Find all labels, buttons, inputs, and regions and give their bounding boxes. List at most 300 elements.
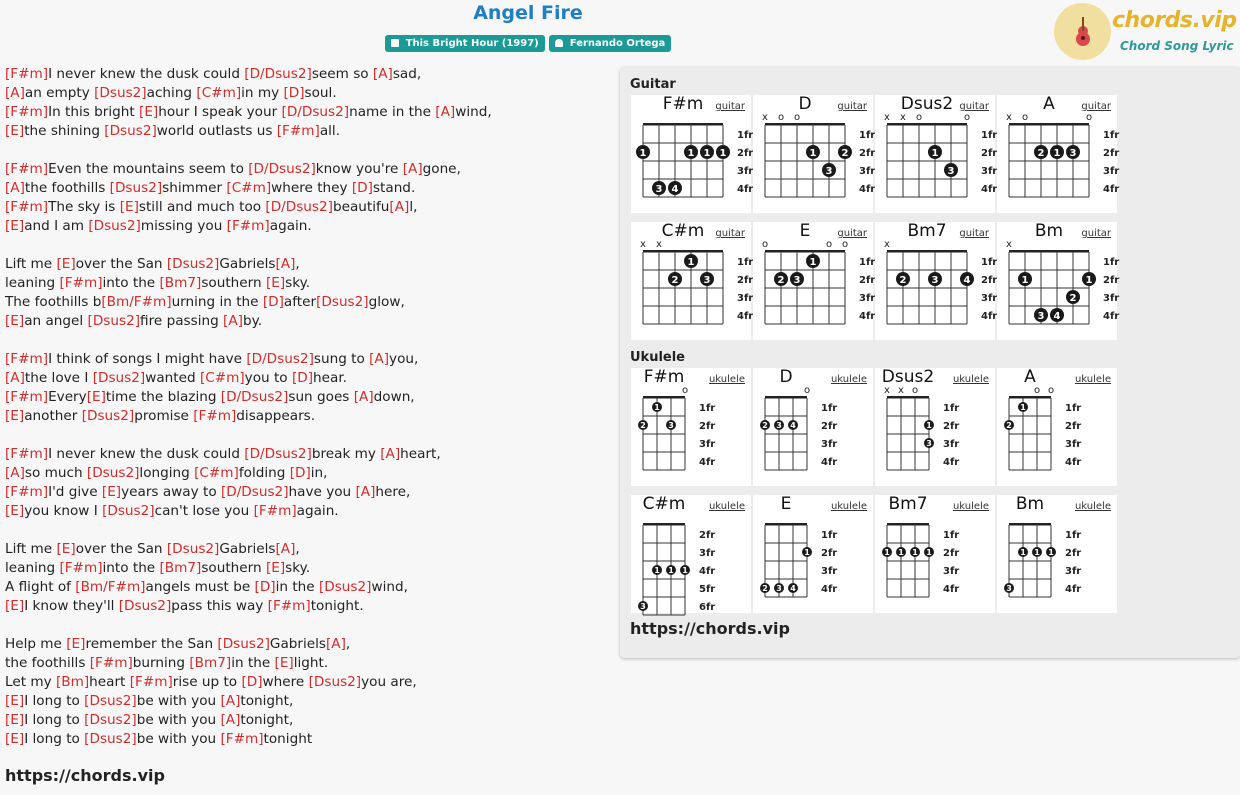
lyric-text: light.	[293, 655, 329, 671]
chord-link[interactable]: [A]	[5, 180, 25, 196]
chord-link[interactable]: [E]	[66, 636, 86, 652]
chord-link[interactable]: [F#m]	[5, 389, 49, 405]
chord-link[interactable]: [E]	[56, 541, 76, 557]
finger-number: 2	[1069, 293, 1077, 304]
lyric-text: wind,	[371, 579, 408, 595]
nut	[765, 123, 845, 126]
chord-link[interactable]: [E]	[5, 408, 25, 424]
instrument-link[interactable]: ukulele	[1074, 501, 1111, 512]
fret-label: 3fr	[699, 439, 716, 450]
lyric-line	[5, 255, 605, 274]
chord-link[interactable]: [Dsus2]	[102, 503, 155, 519]
chord-link[interactable]: [A]	[275, 256, 296, 272]
lyric-text: tonight,	[240, 712, 294, 728]
chord-link[interactable]: [Dsus2]	[166, 256, 220, 272]
fret-label: 4fr	[737, 184, 754, 195]
instrument-link[interactable]: guitar	[1081, 101, 1111, 112]
lyric-text: rise up to	[172, 674, 242, 690]
instrument-link[interactable]: guitar	[837, 228, 867, 239]
guitar-chord-card[interactable]	[631, 94, 754, 213]
lyric-text: burning	[132, 655, 190, 671]
lyric-text: tonight.	[310, 598, 364, 614]
chord-link[interactable]: [D]	[254, 579, 276, 595]
guitar-chord-card[interactable]	[753, 94, 876, 213]
instrument-link[interactable]: ukulele	[708, 501, 745, 512]
fret-label: 2fr	[859, 148, 876, 159]
brand-tagline: Chord Song Lyric	[1120, 39, 1234, 53]
chord-link[interactable]: [D/Dsus2]	[220, 389, 289, 405]
stanza-gap	[5, 236, 605, 255]
mute-marker: x	[898, 385, 904, 396]
ukulele-chord-card[interactable]	[753, 368, 873, 486]
chord-link[interactable]: [Dsus2]	[84, 693, 137, 709]
chord-link[interactable]: [Dsus2]	[166, 541, 220, 557]
fret-label: 1fr	[737, 130, 754, 141]
mute-marker: x	[884, 385, 890, 396]
chord-link[interactable]: [Dsus2]	[318, 579, 372, 595]
chord-link[interactable]: [E]	[265, 560, 286, 576]
chord-link[interactable]: [A]	[353, 389, 374, 405]
fret-label: 2fr	[943, 548, 960, 559]
ukulele-chord-card[interactable]	[631, 495, 751, 613]
lyric-line	[5, 711, 605, 730]
fret-label: 1fr	[821, 530, 838, 541]
open-marker: o	[777, 112, 785, 123]
nut	[887, 123, 967, 126]
book-icon	[391, 39, 399, 47]
lyric-text: in the	[231, 655, 275, 671]
chord-link[interactable]: [Dsus2]	[81, 408, 135, 424]
chord-link[interactable]: [E]	[265, 275, 286, 291]
finger-number: 1	[1034, 548, 1040, 557]
chord-link[interactable]: [F#m]	[5, 161, 49, 177]
fret-label: 3fr	[699, 548, 716, 559]
guitar-chord-card[interactable]	[753, 221, 876, 340]
chord-link[interactable]: [Dsus2]	[84, 712, 137, 728]
chord-link[interactable]: [Bm]	[55, 674, 90, 690]
finger-number: 4	[671, 184, 679, 195]
chord-link[interactable]: [E]	[101, 484, 122, 500]
lyric-text: Let my	[5, 674, 56, 690]
chord-link[interactable]: [A]	[5, 85, 25, 101]
fret-label: 3fr	[1065, 566, 1082, 577]
lyrics-footer-url[interactable]: https://chords.vip	[5, 766, 165, 785]
fret-label: 3fr	[859, 293, 876, 304]
fret-label: 4fr	[821, 584, 838, 595]
fret-label: 1fr	[943, 403, 960, 414]
chord-link[interactable]: [F#m]	[5, 446, 49, 462]
finger-number: 1	[931, 148, 939, 159]
ukulele-chord-card[interactable]	[631, 368, 751, 486]
chord-link[interactable]: [F#m]	[5, 351, 49, 367]
chord-link[interactable]: [F#m]	[267, 598, 311, 614]
lyric-text: into the	[102, 560, 160, 576]
chord-link[interactable]: [A]	[275, 541, 296, 557]
lyric-text: know you're	[315, 161, 403, 177]
open-marker: o	[915, 112, 923, 123]
lyric-text: where	[262, 674, 309, 690]
lyric-text: be with you	[136, 731, 221, 747]
instrument-link[interactable]: guitar	[959, 228, 989, 239]
lyric-text: I'd give	[48, 484, 102, 500]
lyric-text: disappears.	[236, 408, 316, 424]
instrument-link[interactable]: ukulele	[830, 501, 867, 512]
chord-link[interactable]: [F#m]	[5, 104, 49, 120]
ukulele-chord-card[interactable]	[875, 495, 995, 613]
instrument-link[interactable]: ukulele	[830, 374, 867, 385]
chord-link[interactable]: [E]	[56, 256, 76, 272]
chord-link[interactable]: [D/Dsus2]	[244, 66, 312, 82]
chord-link[interactable]: [D]	[351, 180, 373, 196]
chord-link[interactable]: [A]	[223, 313, 243, 329]
fret-label: 2fr	[737, 148, 754, 159]
instrument-link[interactable]: guitar	[837, 101, 867, 112]
chord-link[interactable]: [F#m]	[89, 655, 133, 671]
fret-label: 4fr	[943, 457, 960, 468]
finger-number: 3	[776, 584, 782, 593]
chord-link[interactable]: [Dsus2]	[316, 294, 369, 310]
lyric-line	[5, 84, 605, 103]
chord-link[interactable]: [Dsus2]	[84, 731, 137, 747]
chord-link[interactable]: [D/Dsus2]	[246, 351, 314, 367]
finger-number: 1	[682, 566, 688, 575]
lyric-text: sky.	[285, 560, 311, 576]
chord-link[interactable]: [F#m]	[129, 674, 173, 690]
lyric-text: aching	[146, 85, 197, 101]
fret-label: 1fr	[1065, 530, 1082, 541]
chord-link[interactable]: [Dsus2]	[88, 218, 141, 234]
lyric-text: hour I speak your	[158, 104, 282, 120]
lyric-text: down,	[373, 389, 415, 405]
finger-number: 1	[1048, 548, 1054, 557]
chord-link[interactable]: [Dsus2]	[308, 674, 362, 690]
lyric-line	[5, 217, 605, 236]
chord-link[interactable]: [F#m]	[193, 408, 237, 424]
chord-link[interactable]: [E]	[86, 389, 106, 405]
chord-link[interactable]: [Dsus2]	[86, 465, 140, 481]
instrument-link[interactable]: ukulele	[952, 501, 989, 512]
fret-label: 4fr	[981, 311, 998, 322]
chord-link[interactable]: [A]	[372, 66, 393, 82]
finger-number: 1	[668, 566, 674, 575]
chord-link[interactable]: [C#m]	[226, 180, 272, 196]
lyric-text: southern	[201, 560, 266, 576]
fret-label: 3fr	[1065, 439, 1082, 450]
finger-number: 1	[898, 548, 904, 557]
chord-link[interactable]: [E]	[119, 199, 139, 215]
lyric-text: the shining	[24, 123, 105, 139]
chord-link[interactable]: [Dsus2]	[92, 370, 146, 386]
chord-link[interactable]: [A]	[435, 104, 456, 120]
chord-link[interactable]: [Bm7]	[159, 275, 202, 291]
chord-name: Bm	[1034, 221, 1064, 241]
fret-label: 4fr	[1103, 184, 1120, 195]
chord-link[interactable]: [A]	[5, 370, 25, 386]
lyric-line	[5, 350, 605, 369]
chord-link[interactable]: [F#m]	[253, 503, 297, 519]
lyric-text: I know they'll	[24, 598, 119, 614]
artist-label: Fernando Ortega	[569, 38, 666, 49]
ukulele-chord-card[interactable]	[875, 368, 995, 486]
finger-number: 1	[1053, 148, 1061, 159]
nut	[1009, 396, 1051, 399]
lyric-text: have you	[288, 484, 356, 500]
ukulele-chord-card[interactable]	[753, 495, 873, 613]
chord-link[interactable]: [E]	[5, 503, 25, 519]
lyric-line	[5, 730, 605, 749]
finger-number: 3	[1069, 148, 1077, 159]
chord-link[interactable]: [Dsus2]	[217, 636, 270, 652]
chord-link[interactable]: [E]	[5, 712, 25, 728]
chord-link[interactable]: [D]	[262, 294, 284, 310]
chord-link[interactable]: [E]	[5, 598, 25, 614]
finger-number: 1	[926, 421, 932, 430]
lyric-text: The sky is	[48, 199, 120, 215]
finger-number: 4	[963, 275, 971, 286]
finger-number: 1	[654, 403, 660, 412]
chord-link[interactable]: [F#m]	[226, 218, 270, 234]
chord-link[interactable]: [E]	[5, 693, 25, 709]
chord-link[interactable]: [E]	[139, 104, 159, 120]
lyric-text: by.	[242, 313, 263, 329]
finger-number: 2	[1006, 421, 1012, 430]
lyric-text: still and much too	[138, 199, 266, 215]
fret-label: 1fr	[981, 130, 998, 141]
chord-name: Bm7	[888, 494, 928, 514]
chord-link[interactable]: [Dsus2]	[109, 180, 163, 196]
lyric-text: sung to	[313, 351, 370, 367]
open-marker: o	[1085, 112, 1093, 123]
lyric-text: name in the	[349, 104, 436, 120]
chord-link[interactable]: [Bm7]	[189, 655, 232, 671]
chord-link[interactable]: [E]	[5, 218, 25, 234]
guitar-chord-card[interactable]	[997, 94, 1120, 213]
finger-number: 3	[926, 439, 932, 448]
lyric-line	[5, 369, 605, 388]
fret-label: 3fr	[943, 566, 960, 577]
fret-label: 4fr	[859, 184, 876, 195]
lyric-text: I long to	[24, 712, 85, 728]
lyric-text: world outlasts us	[156, 123, 277, 139]
chord-link[interactable]: [F#m]	[276, 123, 320, 139]
finger-number: 1	[809, 257, 817, 268]
chord-link[interactable]: [C#m]	[196, 85, 242, 101]
album-badge[interactable]	[385, 35, 545, 52]
chord-link[interactable]: [E]	[5, 731, 25, 747]
lyric-text: the love I	[24, 370, 93, 386]
fret-label: 2fr	[1065, 548, 1082, 559]
open-marker: o	[1047, 385, 1055, 396]
chord-link[interactable]: [A]	[326, 636, 346, 652]
chord-link[interactable]: [A]	[369, 351, 390, 367]
lyric-text: tonight	[263, 731, 313, 747]
chord-link[interactable]: [A]	[220, 712, 241, 728]
fret-label: 3fr	[943, 439, 960, 450]
lyric-text: an empty	[24, 85, 95, 101]
nut	[643, 123, 723, 126]
fret-label: 1fr	[1103, 257, 1120, 268]
chord-link[interactable]: [Dsus2]	[118, 598, 172, 614]
chord-link[interactable]: [D/Dsus2]	[265, 199, 333, 215]
fret-label: 2fr	[699, 530, 716, 541]
lyric-text: years away to	[121, 484, 221, 500]
chord-link[interactable]: [C#m]	[194, 465, 239, 481]
fret-label: 2fr	[821, 421, 838, 432]
chord-link[interactable]: [Dsus2]	[104, 123, 157, 139]
chord-link[interactable]: [D]	[289, 465, 311, 481]
chord-link[interactable]: [F#m]	[59, 560, 103, 576]
finger-number: 1	[926, 548, 932, 557]
chord-link[interactable]: [D]	[283, 85, 305, 101]
fret-label: 1fr	[737, 257, 754, 268]
chord-link[interactable]: [D/Dsus2]	[248, 161, 316, 177]
finger-number: 3	[703, 275, 711, 286]
chord-link[interactable]: [Bm/F#m]	[75, 579, 146, 595]
finger-number: 1	[639, 148, 647, 159]
chord-link[interactable]: [A]	[389, 199, 410, 215]
chord-name: Bm	[1015, 494, 1045, 514]
chord-link[interactable]: [A]	[380, 446, 401, 462]
chord-link[interactable]: [C#m]	[199, 370, 245, 386]
chord-link[interactable]: [A]	[402, 161, 423, 177]
chord-link[interactable]: [F#m]	[5, 66, 49, 82]
nut	[643, 396, 685, 399]
nut	[765, 523, 807, 526]
fret-label: 3fr	[981, 166, 998, 177]
nut	[765, 396, 807, 399]
open-marker: o	[825, 239, 833, 250]
lyric-line	[5, 198, 605, 217]
chord-link[interactable]: [D/Dsus2]	[244, 446, 312, 462]
chord-link[interactable]: [F#m]	[5, 199, 49, 215]
lyric-text: urning in the	[171, 294, 263, 310]
chord-link[interactable]: [E]	[5, 313, 25, 329]
lyric-text: be with you	[136, 693, 221, 709]
ukulele-chord-card[interactable]	[997, 368, 1117, 486]
chord-link[interactable]: [Bm/F#m]	[101, 294, 172, 310]
fret-label: 2fr	[1103, 275, 1120, 286]
ukulele-chord-card[interactable]	[997, 495, 1117, 613]
finger-number: 1	[654, 566, 660, 575]
ukulele-heading: Ukulele	[630, 350, 686, 365]
guitar-chord-card[interactable]	[875, 94, 998, 213]
fret-label: 3fr	[737, 166, 754, 177]
nut	[643, 250, 723, 253]
finger-number: 3	[776, 421, 782, 430]
lyric-text: shimmer	[162, 180, 227, 196]
mute-marker: x	[1006, 112, 1012, 123]
instrument-link[interactable]: guitar	[959, 101, 989, 112]
chord-link[interactable]: [Dsus2]	[94, 85, 147, 101]
lyric-line	[5, 407, 605, 426]
open-marker: o	[1033, 385, 1041, 396]
finger-number: 1	[719, 148, 727, 159]
guitar-chord-card[interactable]	[631, 221, 754, 340]
album-label: This Bright Hour (1997)	[405, 38, 539, 49]
panel-footer-url[interactable]: https://chords.vip	[630, 619, 790, 638]
fret-label: 2fr	[1103, 148, 1120, 159]
chord-link[interactable]: [F#m]	[59, 275, 103, 291]
lyric-text: glow,	[368, 294, 405, 310]
lyric-text: seem so	[311, 66, 373, 82]
instrument-link[interactable]: guitar	[1081, 228, 1111, 239]
lyric-line	[5, 635, 605, 654]
fret-label: 3fr	[821, 439, 838, 450]
instrument-link[interactable]: guitar	[715, 101, 745, 112]
chord-link[interactable]: [Bm7]	[159, 560, 202, 576]
guitar-chord-card[interactable]	[875, 221, 998, 340]
artist-badge[interactable]	[549, 35, 672, 52]
chord-link[interactable]: [E]	[274, 655, 294, 671]
mute-marker: x	[900, 112, 906, 123]
finger-number: 1	[1020, 403, 1026, 412]
lyric-text: sky.	[285, 275, 311, 291]
fret-label: 3fr	[859, 166, 876, 177]
finger-number: 1	[687, 148, 695, 159]
chord-link[interactable]: [A]	[220, 693, 241, 709]
lyric-text: the foothills	[5, 655, 90, 671]
site-logo[interactable]	[1054, 3, 1237, 61]
fret-label: 2fr	[859, 275, 876, 286]
lyric-text: Help me	[5, 636, 67, 652]
guitar-chord-card[interactable]	[997, 221, 1120, 340]
chord-link[interactable]: [F#m]	[5, 484, 49, 500]
lyric-line	[5, 103, 605, 122]
chord-link[interactable]: [D]	[291, 370, 314, 386]
chord-link[interactable]: [A]	[355, 484, 376, 500]
lyric-text: Gabriels	[269, 636, 326, 652]
chord-link[interactable]: [D/Dsus2]	[220, 484, 289, 500]
finger-number: 2	[841, 148, 849, 159]
mute-marker: x	[1006, 239, 1012, 250]
mute-marker: x	[762, 112, 768, 123]
fret-label: 2fr	[943, 421, 960, 432]
instrument-link[interactable]: ukulele	[708, 374, 745, 385]
fret-label: 1fr	[1065, 403, 1082, 414]
lyric-text: in,	[310, 465, 328, 481]
stanza-gap	[5, 521, 605, 540]
chord-link[interactable]: [A]	[5, 465, 25, 481]
lyric-line	[5, 160, 605, 179]
chord-link[interactable]: [D]	[241, 674, 263, 690]
person-icon	[555, 39, 563, 47]
open-marker: o	[681, 385, 689, 396]
fret-label: 4fr	[737, 311, 754, 322]
instrument-link[interactable]: ukulele	[952, 374, 989, 385]
finger-number: 1	[884, 548, 890, 557]
instrument-link[interactable]: guitar	[715, 228, 745, 239]
nut	[887, 396, 929, 399]
open-marker: o	[911, 385, 919, 396]
lyric-line	[5, 483, 605, 502]
chord-link[interactable]: [F#m]	[220, 731, 264, 747]
lyric-text: again.	[269, 218, 312, 234]
chord-link[interactable]: [D/Dsus2]	[281, 104, 350, 120]
lyric-text: In this bright	[48, 104, 140, 120]
chord-link[interactable]: [E]	[5, 123, 25, 139]
lyric-text: stand.	[372, 180, 416, 196]
fret-label: 3fr	[1103, 293, 1120, 304]
lyric-text: an angel	[24, 313, 88, 329]
chord-link[interactable]: [Dsus2]	[87, 313, 141, 329]
lyric-text: remember the San	[85, 636, 218, 652]
open-marker: o	[761, 239, 769, 250]
lyric-text: ,	[295, 541, 300, 557]
instrument-link[interactable]: ukulele	[1074, 374, 1111, 385]
finger-number: 4	[1053, 311, 1061, 322]
finger-number: 1	[809, 148, 817, 159]
lyric-text: again.	[296, 503, 339, 519]
